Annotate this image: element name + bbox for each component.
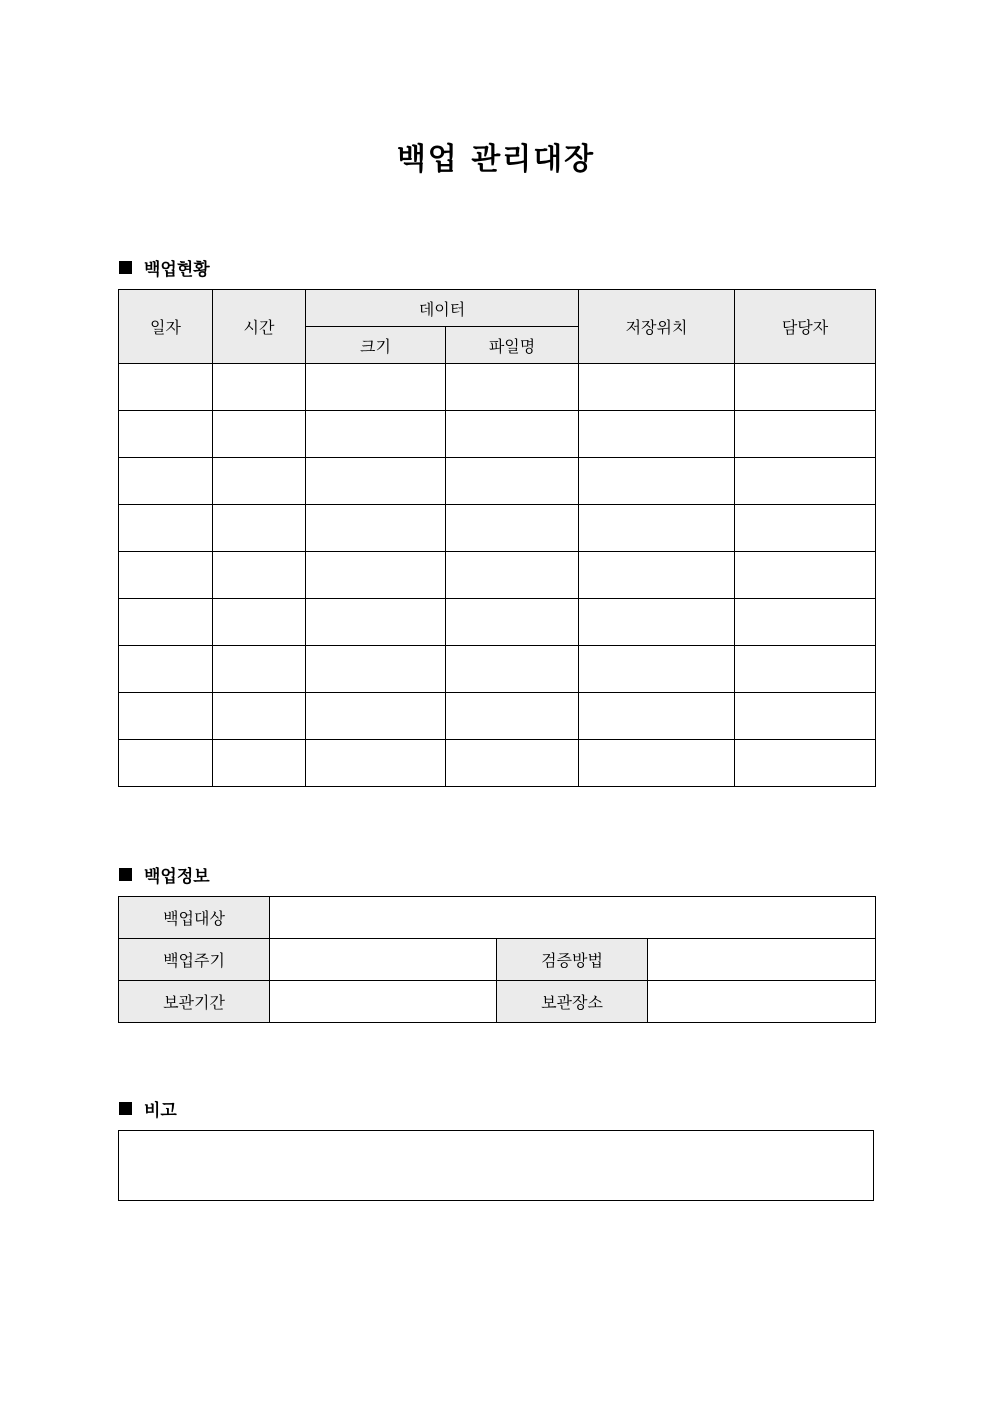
cell-storage-location[interactable] — [579, 458, 735, 505]
cell-time[interactable] — [213, 646, 306, 693]
cell-date[interactable] — [119, 693, 213, 740]
table-row — [119, 740, 876, 787]
square-bullet-icon — [119, 261, 132, 274]
column-header-filename: 파일명 — [446, 327, 579, 364]
cell-date[interactable] — [119, 740, 213, 787]
section-heading-label: 백업정보 — [144, 867, 210, 887]
cell-filename[interactable] — [446, 646, 579, 693]
cell-manager[interactable] — [735, 364, 876, 411]
section-heading-backup-status — [119, 255, 210, 280]
label-retention-period: 보관기간 — [119, 981, 270, 1023]
cell-filename[interactable] — [446, 364, 579, 411]
square-bullet-icon — [119, 868, 132, 881]
cell-storage-location[interactable] — [579, 599, 735, 646]
section-heading-label: 백업현황 — [144, 260, 210, 280]
cell-manager[interactable] — [735, 458, 876, 505]
column-header-time: 시간 — [213, 290, 306, 364]
cell-manager[interactable] — [735, 693, 876, 740]
notes-field[interactable] — [118, 1130, 874, 1201]
cell-date[interactable] — [119, 646, 213, 693]
table-row — [119, 505, 876, 552]
field-verification-method[interactable] — [648, 939, 876, 981]
cell-filename[interactable] — [446, 599, 579, 646]
cell-filename[interactable] — [446, 740, 579, 787]
label-backup-target: 백업대상 — [119, 897, 270, 939]
field-storage-place[interactable] — [648, 981, 876, 1023]
label-backup-cycle: 백업주기 — [119, 939, 270, 981]
table-row — [119, 411, 876, 458]
cell-time[interactable] — [213, 693, 306, 740]
field-retention-period[interactable] — [270, 981, 497, 1023]
cell-time[interactable] — [213, 599, 306, 646]
field-backup-target[interactable] — [270, 897, 876, 939]
cell-size[interactable] — [306, 740, 446, 787]
cell-date[interactable] — [119, 411, 213, 458]
cell-size[interactable] — [306, 599, 446, 646]
table-row — [119, 693, 876, 740]
cell-date[interactable] — [119, 552, 213, 599]
cell-manager[interactable] — [735, 599, 876, 646]
section-heading-backup-info — [119, 862, 210, 887]
cell-size[interactable] — [306, 646, 446, 693]
section-heading-label: 비고 — [144, 1101, 177, 1121]
backup-info-table — [118, 896, 876, 1023]
table-row — [119, 646, 876, 693]
cell-storage-location[interactable] — [579, 411, 735, 458]
document-title: 백업 관리대장 — [396, 142, 596, 177]
cell-storage-location[interactable] — [579, 505, 735, 552]
table-row — [119, 364, 876, 411]
cell-size[interactable] — [306, 693, 446, 740]
cell-time[interactable] — [213, 552, 306, 599]
cell-manager[interactable] — [735, 411, 876, 458]
cell-storage-location[interactable] — [579, 552, 735, 599]
cell-date[interactable] — [119, 505, 213, 552]
cell-time[interactable] — [213, 505, 306, 552]
label-verification-method: 검증방법 — [497, 939, 648, 981]
label-storage-place: 보관장소 — [497, 981, 648, 1023]
cell-filename[interactable] — [446, 693, 579, 740]
column-header-manager: 담당자 — [735, 290, 876, 364]
cell-manager[interactable] — [735, 505, 876, 552]
cell-size[interactable] — [306, 458, 446, 505]
cell-size[interactable] — [306, 411, 446, 458]
cell-size[interactable] — [306, 552, 446, 599]
table-row — [119, 599, 876, 646]
cell-size[interactable] — [306, 505, 446, 552]
cell-filename[interactable] — [446, 552, 579, 599]
column-header-date: 일자 — [119, 290, 213, 364]
cell-date[interactable] — [119, 458, 213, 505]
cell-time[interactable] — [213, 740, 306, 787]
cell-filename[interactable] — [446, 411, 579, 458]
cell-manager[interactable] — [735, 740, 876, 787]
cell-date[interactable] — [119, 599, 213, 646]
column-header-storage-location: 저장위치 — [579, 290, 735, 364]
cell-date[interactable] — [119, 364, 213, 411]
cell-filename[interactable] — [446, 458, 579, 505]
field-backup-cycle[interactable] — [270, 939, 497, 981]
column-header-data: 데이터 — [306, 290, 579, 327]
cell-manager[interactable] — [735, 646, 876, 693]
table-row — [119, 552, 876, 599]
cell-time[interactable] — [213, 458, 306, 505]
cell-time[interactable] — [213, 411, 306, 458]
backup-status-table — [118, 289, 876, 787]
table-row — [119, 458, 876, 505]
cell-size[interactable] — [306, 364, 446, 411]
section-heading-notes — [119, 1096, 177, 1121]
cell-storage-location[interactable] — [579, 740, 735, 787]
cell-storage-location[interactable] — [579, 364, 735, 411]
column-header-size: 크기 — [306, 327, 446, 364]
cell-storage-location[interactable] — [579, 693, 735, 740]
square-bullet-icon — [119, 1102, 132, 1115]
cell-storage-location[interactable] — [579, 646, 735, 693]
cell-time[interactable] — [213, 364, 306, 411]
cell-manager[interactable] — [735, 552, 876, 599]
cell-filename[interactable] — [446, 505, 579, 552]
